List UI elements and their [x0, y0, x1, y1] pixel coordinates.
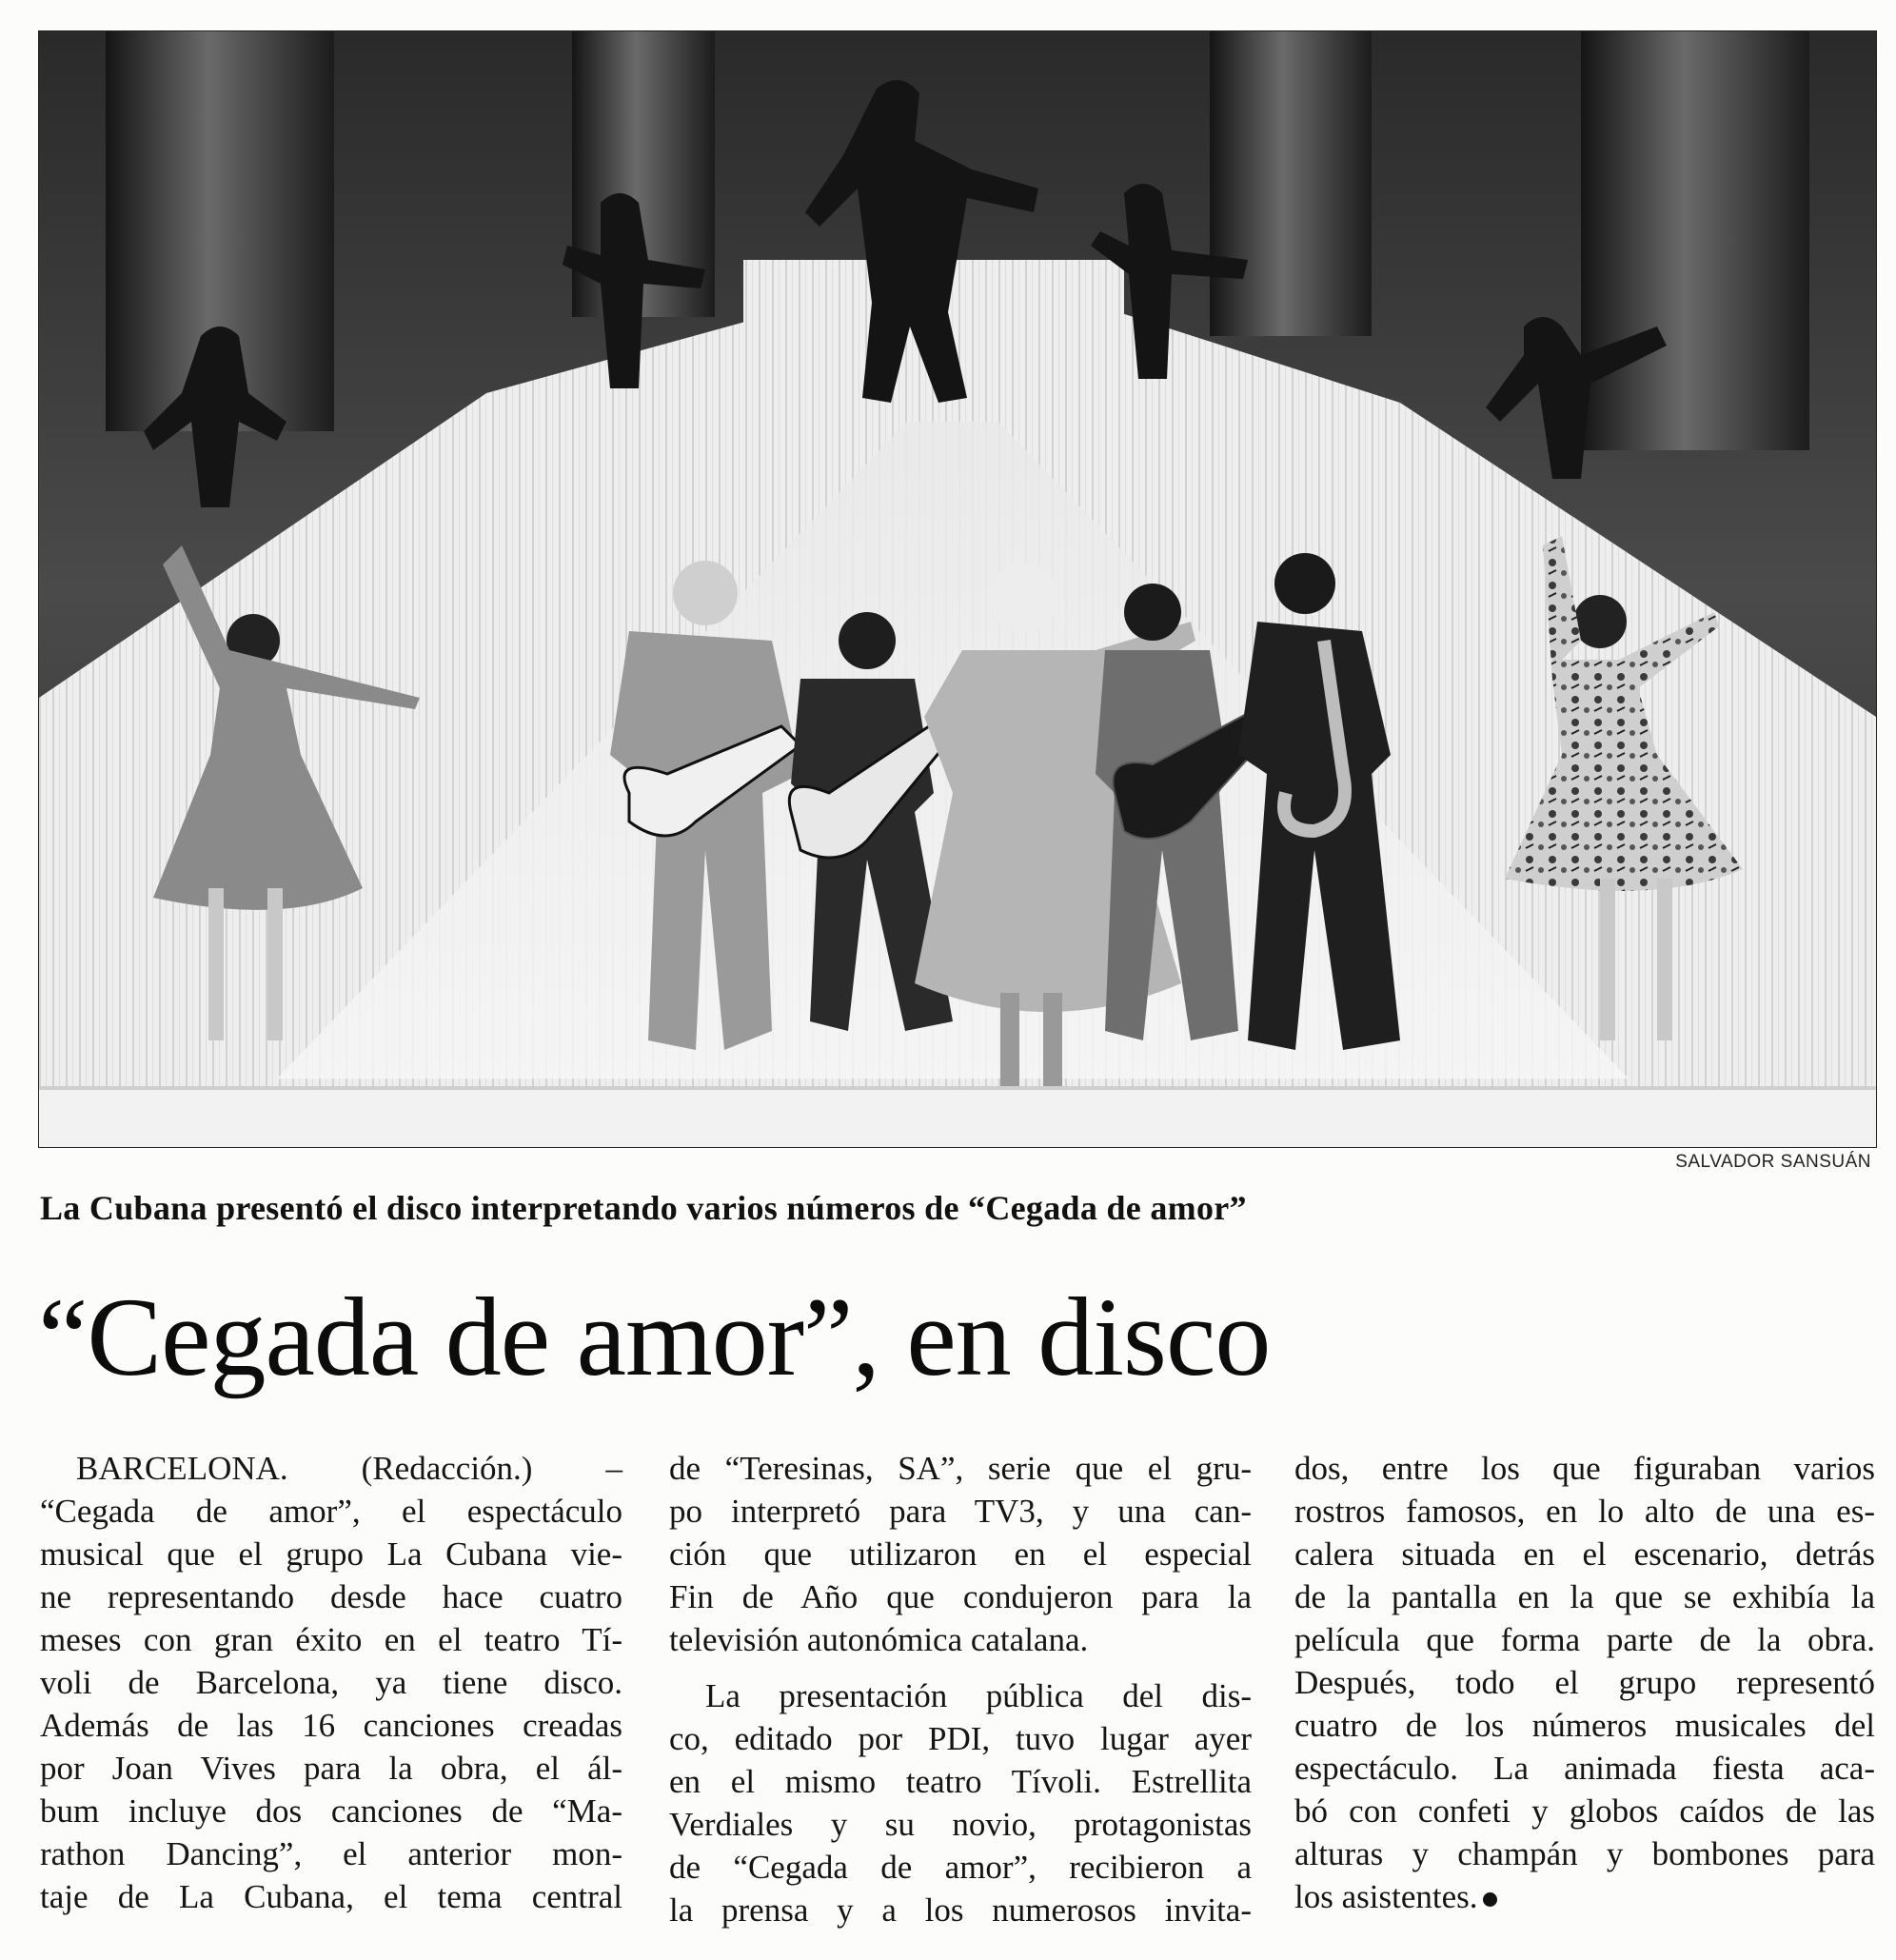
column-line: “Cegada de amor”, el espectáculo [40, 1493, 622, 1530]
column-line: de “Teresinas, SA”, serie que el gru- [669, 1450, 1252, 1487]
end-bullet-icon [1483, 1892, 1497, 1907]
column-line: Después, todo el grupo representó [1294, 1664, 1875, 1701]
column-line: de la pantalla en la que se exhibía la [1294, 1578, 1875, 1615]
article-column-1 [40, 1447, 622, 1918]
column-line: bum incluye dos canciones de “Ma- [40, 1792, 622, 1830]
column-line: ción que utilizaron en el especial [669, 1535, 1252, 1573]
column-line: BARCELONA. (Redacción.) – [76, 1450, 622, 1487]
column-line: película que forma parte de la obra. [1294, 1621, 1875, 1658]
column-line: dos, entre los que figuraban varios [1294, 1450, 1875, 1487]
column-line: co, editado por PDI, tuvo lugar ayer [669, 1720, 1252, 1757]
column-line: la prensa y a los numerosos invita- [669, 1891, 1252, 1929]
column-line: en el mismo teatro Tívoli. Estrellita [669, 1763, 1252, 1800]
column-line: La presentación pública del dis- [705, 1677, 1252, 1714]
stage-photo-illustration [39, 31, 1876, 1147]
column-line: meses con gran éxito en el teatro Tí- [40, 1621, 622, 1658]
article-column-2 [669, 1447, 1252, 1931]
column-line-final-text: los asistentes. [1294, 1878, 1478, 1915]
column-line: por Joan Vives para la obra, el ál- [40, 1750, 622, 1787]
column-line: de “Cegada de amor”, recibieron a [669, 1849, 1252, 1886]
column-line: ne representando desde hace cuatro [40, 1578, 622, 1615]
column-line: bó con confeti y globos caídos de las [1294, 1792, 1875, 1830]
article-column-3 [1294, 1447, 1875, 1918]
column-line: po interpretó para TV3, y una can- [669, 1493, 1252, 1530]
column-line: rostros famosos, en lo alto de una es- [1294, 1493, 1875, 1530]
column-line: cuatro de los números musicales del [1294, 1707, 1875, 1744]
column-line: taje de La Cubana, el tema central [40, 1878, 622, 1915]
photo-caption: La Cubana presentó el disco interpretando varios números de “Cegada de amor” [40, 1189, 1247, 1227]
column-line: Fin de Año que condujeron para la [669, 1578, 1252, 1615]
stage-photo [38, 30, 1877, 1148]
column-line: Además de las 16 canciones creadas [40, 1707, 622, 1744]
headline: “Cegada de amor”, en disco [38, 1275, 1271, 1399]
column-line: Verdiales y su novio, protagonistas [669, 1806, 1252, 1843]
column-line: voli de Barcelona, ya tiene disco. [40, 1664, 622, 1701]
column-line: calera situada en el escenario, detrás [1294, 1535, 1875, 1573]
photo-credit: SALVADOR SANSUÁN [1675, 1152, 1871, 1172]
column-line: musical que el grupo La Cubana vie- [40, 1535, 622, 1573]
column-line: espectáculo. La animada fiesta aca- [1294, 1750, 1875, 1787]
column-line: rathon Dancing”, el anterior mon- [40, 1835, 622, 1872]
column-line: alturas y champán y bombones para [1294, 1835, 1875, 1872]
column-line-final [1294, 1875, 1875, 1918]
column-line: televisión autonómica catalana. [669, 1621, 1089, 1658]
